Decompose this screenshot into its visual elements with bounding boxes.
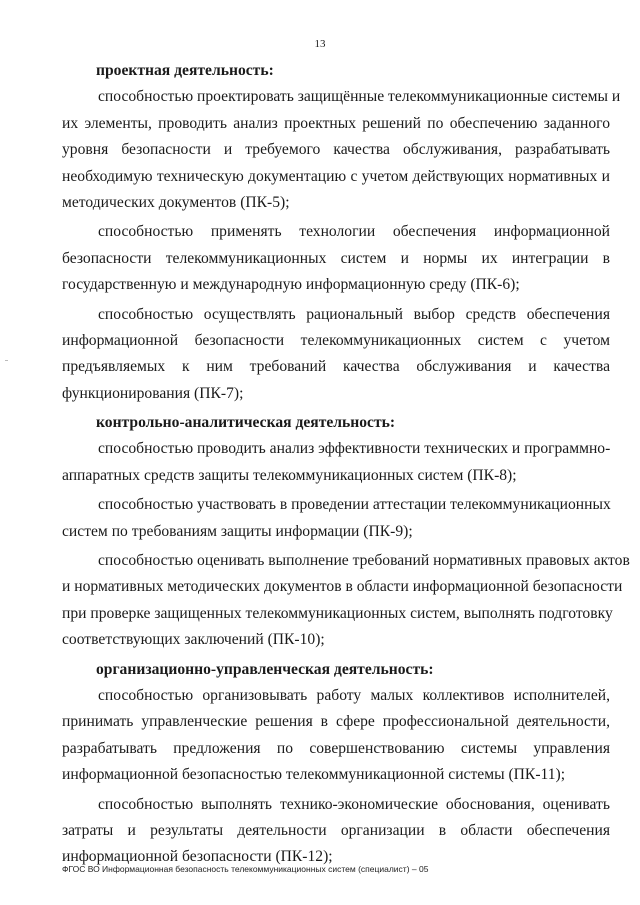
paragraph [62, 683, 610, 789]
section-heading: организационно-управленческая деятельность: [96, 660, 434, 678]
text-line: их элементы, проводить анализ проектных решений по обеспечению заданного [62, 114, 610, 132]
text-line: необходимую техническую документацию с учетом действующих нормативных и [62, 167, 610, 185]
text-line: способностью проводить анализ эффективности технических и программно- [98, 440, 611, 458]
margin-mark [5, 360, 8, 361]
text-line: информационной безопасности телекоммуникационных систем с учетом [62, 331, 610, 349]
text-line: информационной безопасностью телекоммуникационной системы (ПК-11); [62, 766, 566, 784]
document-body [62, 58, 630, 874]
text-line: государственную и международную информационную среду (ПК-6); [62, 276, 520, 294]
paragraph [62, 219, 610, 298]
text-line: методических документов (ПК-5); [62, 193, 290, 211]
section-heading: контрольно-аналитическая деятельность: [96, 414, 396, 432]
text-line: принимать управленческие решения в сфере профессиональной деятельности, [62, 713, 610, 731]
text-line: способностью участвовать в проведении аттестации телекоммуникационных [98, 496, 611, 514]
text-line: и нормативных методических документов в области информационной безопасности [62, 578, 623, 596]
paragraph [62, 436, 610, 489]
text-line: соответствующих заключений (ПК-10); [62, 631, 325, 649]
paragraph [62, 492, 610, 545]
text-line: информационной безопасности (ПК-12); [62, 848, 333, 866]
text-line: способностью применять технологии обеспечения информационной [98, 223, 610, 241]
text-line: способностью осуществлять рациональный выбор средств обеспечения [98, 305, 610, 323]
paragraph [62, 302, 610, 408]
section-heading: проектная деятельность: [96, 62, 274, 79]
text-line: безопасности телекоммуникационных систем и нормы их интеграции в [62, 249, 610, 267]
text-line: затраты и результаты деятельности организации в области обеспечения [62, 821, 610, 839]
text-line: разрабатывать предложения по совершенствованию системы управления [62, 739, 610, 757]
text-line: при проверке защищенных телекоммуникационных систем, выполнять подготовку [62, 604, 613, 622]
text-line: уровня безопасности и требуемого качества обслуживания, разрабатывать [62, 141, 610, 159]
page-footer: ФГОС ВО Информационная безопасность телекоммуникационных систем (специалист) – 05 [62, 864, 429, 874]
text-line: способностью оценивать выполнение требований нормативных правовых актов [98, 552, 630, 570]
text-line: функционирования (ПК-7); [62, 384, 244, 402]
page-number: 13 [314, 38, 326, 50]
paragraph [62, 792, 610, 871]
text-line: способностью организовывать работу малых коллективов исполнителей, [98, 686, 610, 704]
paragraph [62, 548, 630, 654]
text-line: способностью проектировать защищённые телекоммуникационные системы и [98, 88, 621, 106]
text-line: предъявляемых к ним требований качества обслуживания и качества [62, 358, 610, 376]
text-line: аппаратных средств защиты телекоммуникационных систем (ПК-8); [62, 466, 517, 484]
text-line: способностью выполнять технико-экономические обоснования, оценивать [98, 795, 610, 813]
paragraph [62, 84, 621, 216]
text-line: систем по требованиям защиты информации (ПК-9); [62, 522, 413, 540]
